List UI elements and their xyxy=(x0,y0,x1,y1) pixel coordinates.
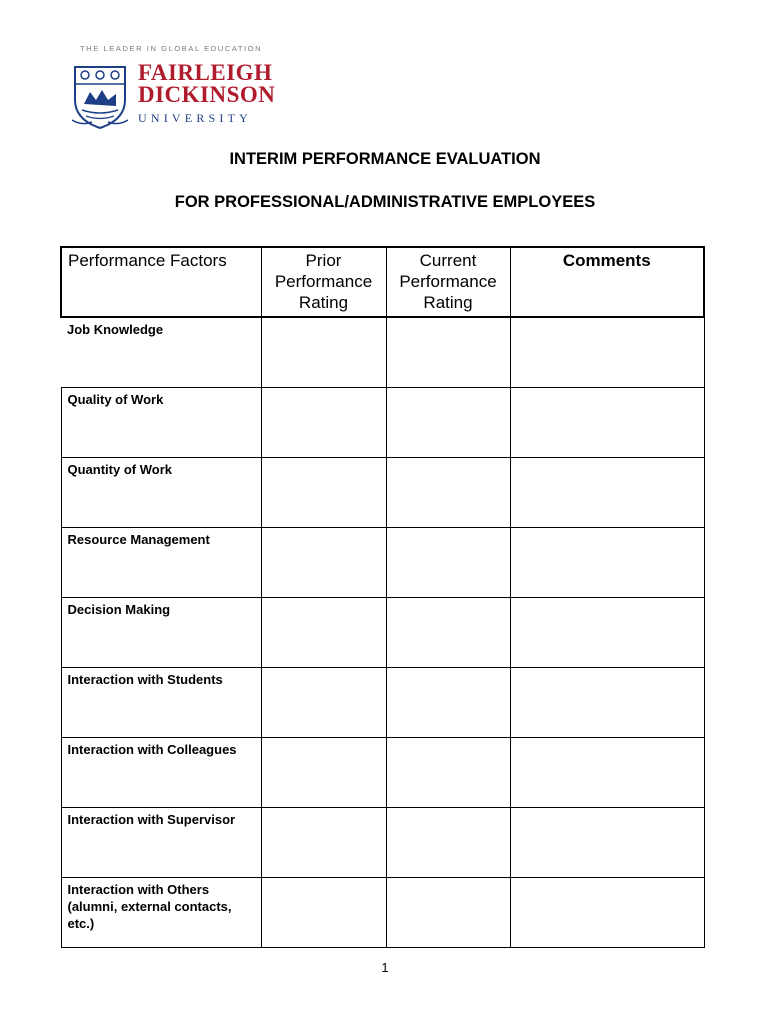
current-rating-cell[interactable] xyxy=(386,528,510,598)
factor-label: Quantity of Work xyxy=(61,458,261,528)
table-row xyxy=(61,458,704,528)
prior-rating-cell[interactable] xyxy=(261,317,386,388)
factor-label: Quality of Work xyxy=(61,388,261,458)
comments-cell[interactable] xyxy=(510,388,704,458)
comments-cell[interactable] xyxy=(510,317,704,388)
current-rating-cell[interactable] xyxy=(386,458,510,528)
current-rating-cell[interactable] xyxy=(386,808,510,878)
factor-label: Job Knowledge xyxy=(61,317,261,388)
current-rating-cell[interactable] xyxy=(386,878,510,948)
document-subtitle: FOR PROFESSIONAL/ADMINISTRATIVE EMPLOYEES xyxy=(174,193,596,211)
university-logo xyxy=(138,62,275,126)
table-row xyxy=(61,598,704,668)
current-header-line-3: Rating xyxy=(423,293,473,312)
prior-rating-cell[interactable] xyxy=(261,528,386,598)
prior-rating-cell[interactable] xyxy=(261,808,386,878)
logo-line-1: FAIRLEIGH xyxy=(138,60,273,85)
table-row xyxy=(61,878,704,948)
factor-label: Interaction with Others (alumni, external contacts, etc.) xyxy=(61,878,261,948)
university-crest-icon xyxy=(72,64,128,130)
logo-line-2: DICKINSON xyxy=(138,82,276,107)
table-header-row xyxy=(61,247,704,317)
factor-label: Interaction with Students xyxy=(61,668,261,738)
current-rating-cell[interactable] xyxy=(386,738,510,808)
factor-label: Resource Management xyxy=(61,528,261,598)
evaluation-table xyxy=(60,246,705,948)
table-row xyxy=(61,388,704,458)
current-header-line-2: Performance xyxy=(399,272,497,291)
page-number: 1 xyxy=(381,960,389,975)
document-title: INTERIM PERFORMANCE EVALUATION xyxy=(229,150,541,168)
column-header-comments: Comments xyxy=(510,247,704,317)
current-rating-cell[interactable] xyxy=(386,598,510,668)
prior-rating-cell[interactable] xyxy=(261,598,386,668)
logo-line-3: UNIVERSITY xyxy=(138,111,252,125)
comments-cell[interactable] xyxy=(510,878,704,948)
current-rating-cell[interactable] xyxy=(386,317,510,388)
factor-label: Decision Making xyxy=(61,598,261,668)
logo-tagline: THE LEADER IN GLOBAL EDUCATION xyxy=(80,44,263,53)
column-header-performance-factors: Performance Factors xyxy=(61,247,261,317)
column-header-current-rating xyxy=(386,247,510,317)
comments-cell[interactable] xyxy=(510,668,704,738)
prior-rating-cell[interactable] xyxy=(261,668,386,738)
prior-header-line-3: Rating xyxy=(298,293,349,312)
comments-cell[interactable] xyxy=(510,528,704,598)
prior-rating-cell[interactable] xyxy=(261,458,386,528)
table-row xyxy=(61,668,704,738)
prior-rating-cell[interactable] xyxy=(261,388,386,458)
factor-label: Interaction with Colleagues xyxy=(61,738,261,808)
table-row xyxy=(61,808,704,878)
table-row xyxy=(61,317,704,388)
current-header-line-1: Current xyxy=(419,251,477,270)
prior-rating-cell[interactable] xyxy=(261,738,386,808)
prior-header-line-1: Prior xyxy=(305,251,342,270)
column-header-prior-rating xyxy=(261,247,386,317)
comments-cell[interactable] xyxy=(510,738,704,808)
comments-cell[interactable] xyxy=(510,598,704,668)
factor-label: Interaction with Supervisor xyxy=(61,808,261,878)
comments-cell[interactable] xyxy=(510,808,704,878)
comments-cell[interactable] xyxy=(510,458,704,528)
current-rating-cell[interactable] xyxy=(386,668,510,738)
prior-header-line-2: Performance xyxy=(274,272,373,291)
prior-rating-cell[interactable] xyxy=(261,878,386,948)
table-row xyxy=(61,738,704,808)
table-row xyxy=(61,528,704,598)
current-rating-cell[interactable] xyxy=(386,388,510,458)
